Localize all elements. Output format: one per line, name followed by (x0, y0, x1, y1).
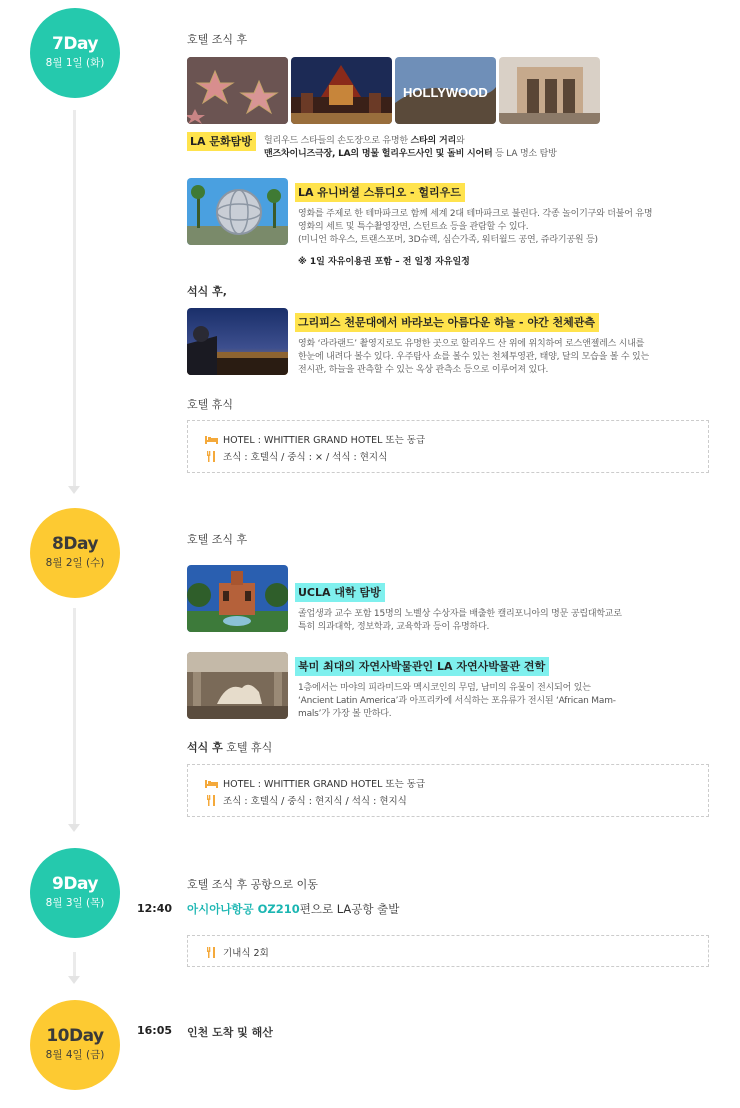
arrival-time: 16:05 (137, 1024, 173, 1037)
day-date: 8월 1일 (화) (45, 57, 105, 69)
universal-desc-line: 영화의 세트 및 특수촬영장면, 스턴트쇼 등을 관람할 수 있다. (298, 222, 529, 232)
ucla-desc-line: 특히 의과대학, 정보학과, 교육학과 등이 유명하다. (298, 622, 490, 632)
bed-icon (204, 779, 218, 791)
museum-desc-line: ‘Ancient Latin America’과 아프리카에 서식하는 포유류가 전시된 ‘African Mam- (298, 696, 616, 706)
griffith-desc-line: 영화 ‘라라랜드’ 촬영지로도 유명한 곳으로 할리우드 산 위에 위치하여 로스앤젤레스 시내를 (298, 339, 645, 349)
flight-desc: 편으로 LA공항 출발 (299, 902, 400, 916)
photo-chinese-theatre (291, 57, 392, 124)
flight-info (187, 901, 399, 917)
hollywood-sign-letters: HOLLYWOOD (403, 85, 488, 100)
day-date: 8월 4일 (금) (45, 1049, 105, 1061)
day-number: 8Day (52, 534, 98, 554)
hotel-text: HOTEL : WHITTIER GRAND HOTEL 또는 동급 (223, 779, 426, 790)
meal-line (204, 449, 387, 465)
day-number: 7Day (52, 34, 98, 54)
schedule-heading: 호텔 휴식 (187, 398, 234, 411)
timeline-line (73, 952, 76, 978)
hotel-meal-box-day8 (187, 764, 709, 817)
tag-universal-studios: LA 유니버셜 스튜디오 - 헐리우드 (295, 183, 465, 202)
photo-dolby-theatre (499, 57, 600, 124)
bed-icon (204, 435, 218, 447)
museum-desc-line: mals’가 가장 볼 만하다. (298, 709, 392, 719)
hotel-line (204, 432, 425, 447)
day-badge-9 (30, 848, 120, 938)
day-badge-10 (30, 1000, 120, 1090)
la-tour-desc-line2 (264, 147, 557, 161)
timeline-arrow (68, 824, 80, 832)
day-date: 8월 2일 (수) (45, 557, 105, 569)
tag-griffith-observatory: 그리피스 천문대에서 바라보는 아름다운 하늘 - 야간 천체관측 (295, 313, 599, 332)
day-date: 8월 3일 (목) (45, 897, 105, 909)
hotel-meal-box-day7 (187, 420, 709, 473)
photo-walk-of-fame (187, 57, 288, 124)
photo-hollywood-sign (395, 57, 496, 124)
dinner-rest: 호텔 휴식 (222, 741, 273, 754)
fork-knife-icon (204, 795, 218, 809)
timeline-arrow (68, 976, 80, 984)
schedule-heading (187, 739, 272, 755)
photo-natural-history-museum (187, 652, 288, 719)
la-tour-desc-c: 와 (455, 136, 465, 146)
hotel-line (204, 776, 425, 791)
ucla-desc-line: 졸업생과 교수 포함 15명의 노벨상 수상자를 배출한 캘리포니아의 명문 공립대학교로 (298, 609, 622, 619)
griffith-desc-line: 전시관, 하늘을 관측할 수 있는 옥상 관측소 등으로 이루어져 있다. (298, 365, 549, 375)
hotel-text: HOTEL : WHITTIER GRAND HOTEL 또는 동급 (223, 435, 426, 446)
meal-line (204, 945, 269, 961)
meal-text: 조식 : 호텔식 / 중식 : × / 석식 : 현지식 (223, 452, 388, 463)
universal-desc-line: (미니언 하우스, 트랜스포머, 3D슈렉, 심슨가족, 워터월드 공연, 쥬라기공원 등) (298, 235, 598, 245)
schedule-heading: 호텔 조식 후 공항으로 이동 (187, 878, 318, 891)
tag-natural-history-museum: 북미 최대의 자연사박물관인 LA 자연사박물관 견학 (295, 657, 549, 676)
dinner-bold: 석식 후 (187, 741, 223, 754)
meal-text: 기내식 2회 (223, 948, 269, 959)
la-tour-desc-line1 (264, 134, 464, 148)
schedule-heading: 석식 후, (187, 285, 227, 298)
universal-desc-line: 영화를 주제로 한 테마파크로 함께 세계 2대 테마파크로 불린다. 각종 놀이기구와 더불어 유명 (298, 209, 653, 219)
museum-desc-line: 1층에서는 마야의 피라미드와 멕시코인의 무덤, 남미의 유물이 전시되어 있는 (298, 683, 591, 693)
la-tour-desc-bold: 맨즈차이니즈극장, LA의 명물 헐리우드사인 및 돌비 시어터 (264, 149, 493, 159)
day-badge-7 (30, 8, 120, 98)
meal-box-day9 (187, 935, 709, 967)
timeline-arrow (68, 486, 80, 494)
day-number: 10Day (46, 1026, 104, 1046)
photo-universal-globe (187, 178, 288, 245)
photo-griffith-night (187, 308, 288, 375)
timeline-line (73, 608, 76, 826)
day-badge-8 (30, 508, 120, 598)
timeline-line (73, 110, 76, 488)
schedule-heading: 호텔 조식 후 (187, 33, 248, 46)
day-number: 9Day (52, 874, 98, 894)
arrival-text: 인천 도착 및 해산 (187, 1026, 273, 1039)
meal-text: 조식 : 호텔식 / 중식 : 현지식 / 석식 : 현지식 (223, 796, 407, 807)
fork-knife-icon (204, 947, 218, 961)
universal-pass-note: ※ 1일 자유이용권 포함 – 전 일정 자유일정 (298, 257, 470, 267)
tag-la-culture-tour: LA 문화탐방 (187, 132, 256, 151)
la-tour-desc-a: 헐리우드 스타들의 손도장으로 유명한 (264, 136, 411, 146)
departure-time: 12:40 (137, 902, 173, 915)
flight-number: 아시아나항공 OZ210 (187, 902, 300, 916)
la-tour-desc-b: 스타의 거리 (410, 136, 456, 146)
fork-knife-icon (204, 451, 218, 465)
meal-line (204, 793, 407, 809)
griffith-desc-line: 한눈에 내려다 볼수 있다. 우주탐사 쇼를 볼수 있는 천체투영관, 태양, 달의 모습을 볼 수 있는 (298, 352, 650, 362)
photo-ucla-campus (187, 565, 288, 632)
la-tour-desc-rest: 등 LA 명소 탐방 (492, 149, 557, 159)
tag-ucla-tour: UCLA 대학 탐방 (295, 583, 385, 602)
schedule-heading: 호텔 조식 후 (187, 533, 248, 546)
